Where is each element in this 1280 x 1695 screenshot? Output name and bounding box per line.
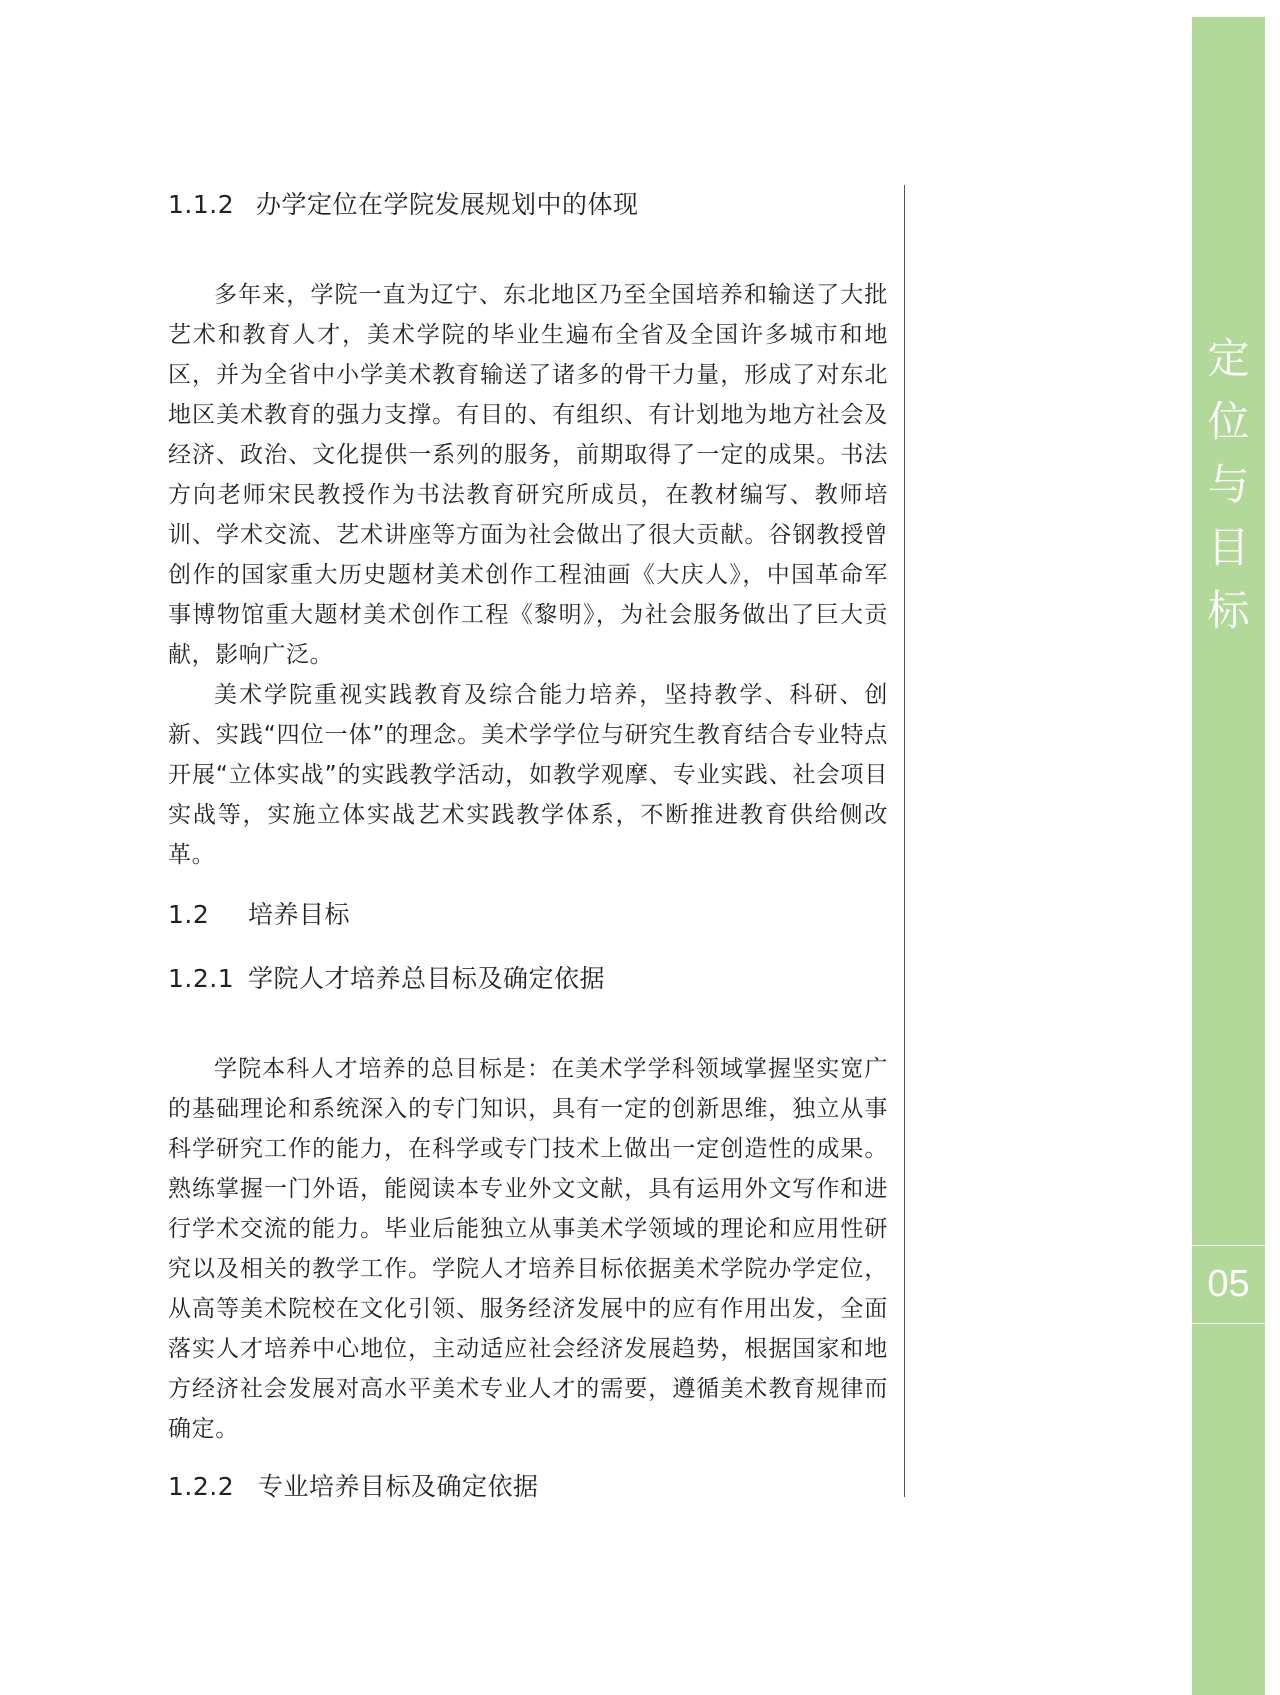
section-number: 1.2.1	[168, 964, 235, 993]
chapter-title-char: 标	[1207, 586, 1250, 635]
chapter-title-char: 定	[1207, 334, 1250, 383]
paragraph: 多年来，学院一直为辽宁、东北地区乃至全国培养和输送了大批艺术和教育人才，美术学院的毕业生遍布全省及全国许多城市和地区，并为全省中小学美术教育输送了诸多的骨干力量，形成了对东北地区美术教育的强力支撑。有目的、有组织、有计划地为地方社会及经济、政治、文化提供一系列的服务，前期取得了一定的成果。书法方向老师宋民教授作为书法教育研究所成员，在教材编写、教师培训、学术交流、艺术讲座等方面为社会做出了很大贡献。谷钢教授曾创作的国家重大历史题材美术创作工程油画《大庆人》，中国革命军事博物馆重大题材美术创作工程《黎明》，为社会服务做出了巨大贡献，影响广泛。	[168, 282, 888, 668]
section-title: 办学定位在学院发展规划中的体现	[256, 190, 639, 219]
page-number-divider-bottom	[1192, 1323, 1265, 1324]
paragraph: 美术学院重视实践教育及综合能力培养，坚持教学、科研、创新、实践“四位一体”的理念。美术学学位与研究生教育结合专业特点开展“立体实战”的实践教学活动，如教学观摩、专业实践、社会项目实战等，实施立体实战艺术实践教学体系，不断推进教育供给侧改革。	[168, 682, 888, 868]
section-number: 1.1.2	[168, 190, 235, 219]
section-heading-1-1-2	[168, 187, 888, 223]
section-title: 专业培养目标及确定依据	[258, 1472, 539, 1501]
page-number-divider-top	[1192, 1245, 1265, 1246]
section-1-2-1-body	[168, 1049, 888, 1449]
section-number: 1.2	[168, 900, 210, 929]
chapter-title	[1192, 327, 1265, 642]
paragraph: 学院本科人才培养的总目标是：在美术学学科领域掌握坚实宽广的基础理论和系统深入的专门知识，具有一定的创新思维，独立从事科学研究工作的能力，在科学或专门技术上做出一定创造性的成果。熟练掌握一门外语，能阅读本专业外文文献，具有运用外文写作和进行学术交流的能力。毕业后能独立从事美术学领域的理论和应用性研究以及相关的教学工作。学院人才培养目标依据美术学院办学定位，从高等美术院校在文化引领、服务经济发展中的应有作用出发，全面落实人才培养中心地位，主动适应社会经济发展趋势，根据国家和地方经济社会发展对高水平美术专业人才的需要，遵循美术教育规律而确定。	[168, 1056, 888, 1442]
section-title: 学院人才培养总目标及确定依据	[248, 964, 606, 993]
section-heading-1-2-2	[168, 1469, 888, 1505]
section-title: 培养目标	[248, 900, 351, 929]
section-heading-1-2	[168, 897, 888, 933]
chapter-title-char: 目	[1207, 523, 1250, 572]
main-content	[168, 180, 888, 1505]
section-1-1-2-body	[168, 275, 888, 875]
section-number: 1.2.2	[168, 1472, 235, 1501]
page-number: 05	[1207, 1263, 1250, 1305]
section-heading-1-2-1	[168, 961, 888, 997]
chapter-title-char: 与	[1207, 460, 1250, 509]
chapter-title-char: 位	[1207, 397, 1250, 446]
column-divider	[904, 185, 905, 1497]
chapter-sidebar	[1192, 17, 1265, 1695]
